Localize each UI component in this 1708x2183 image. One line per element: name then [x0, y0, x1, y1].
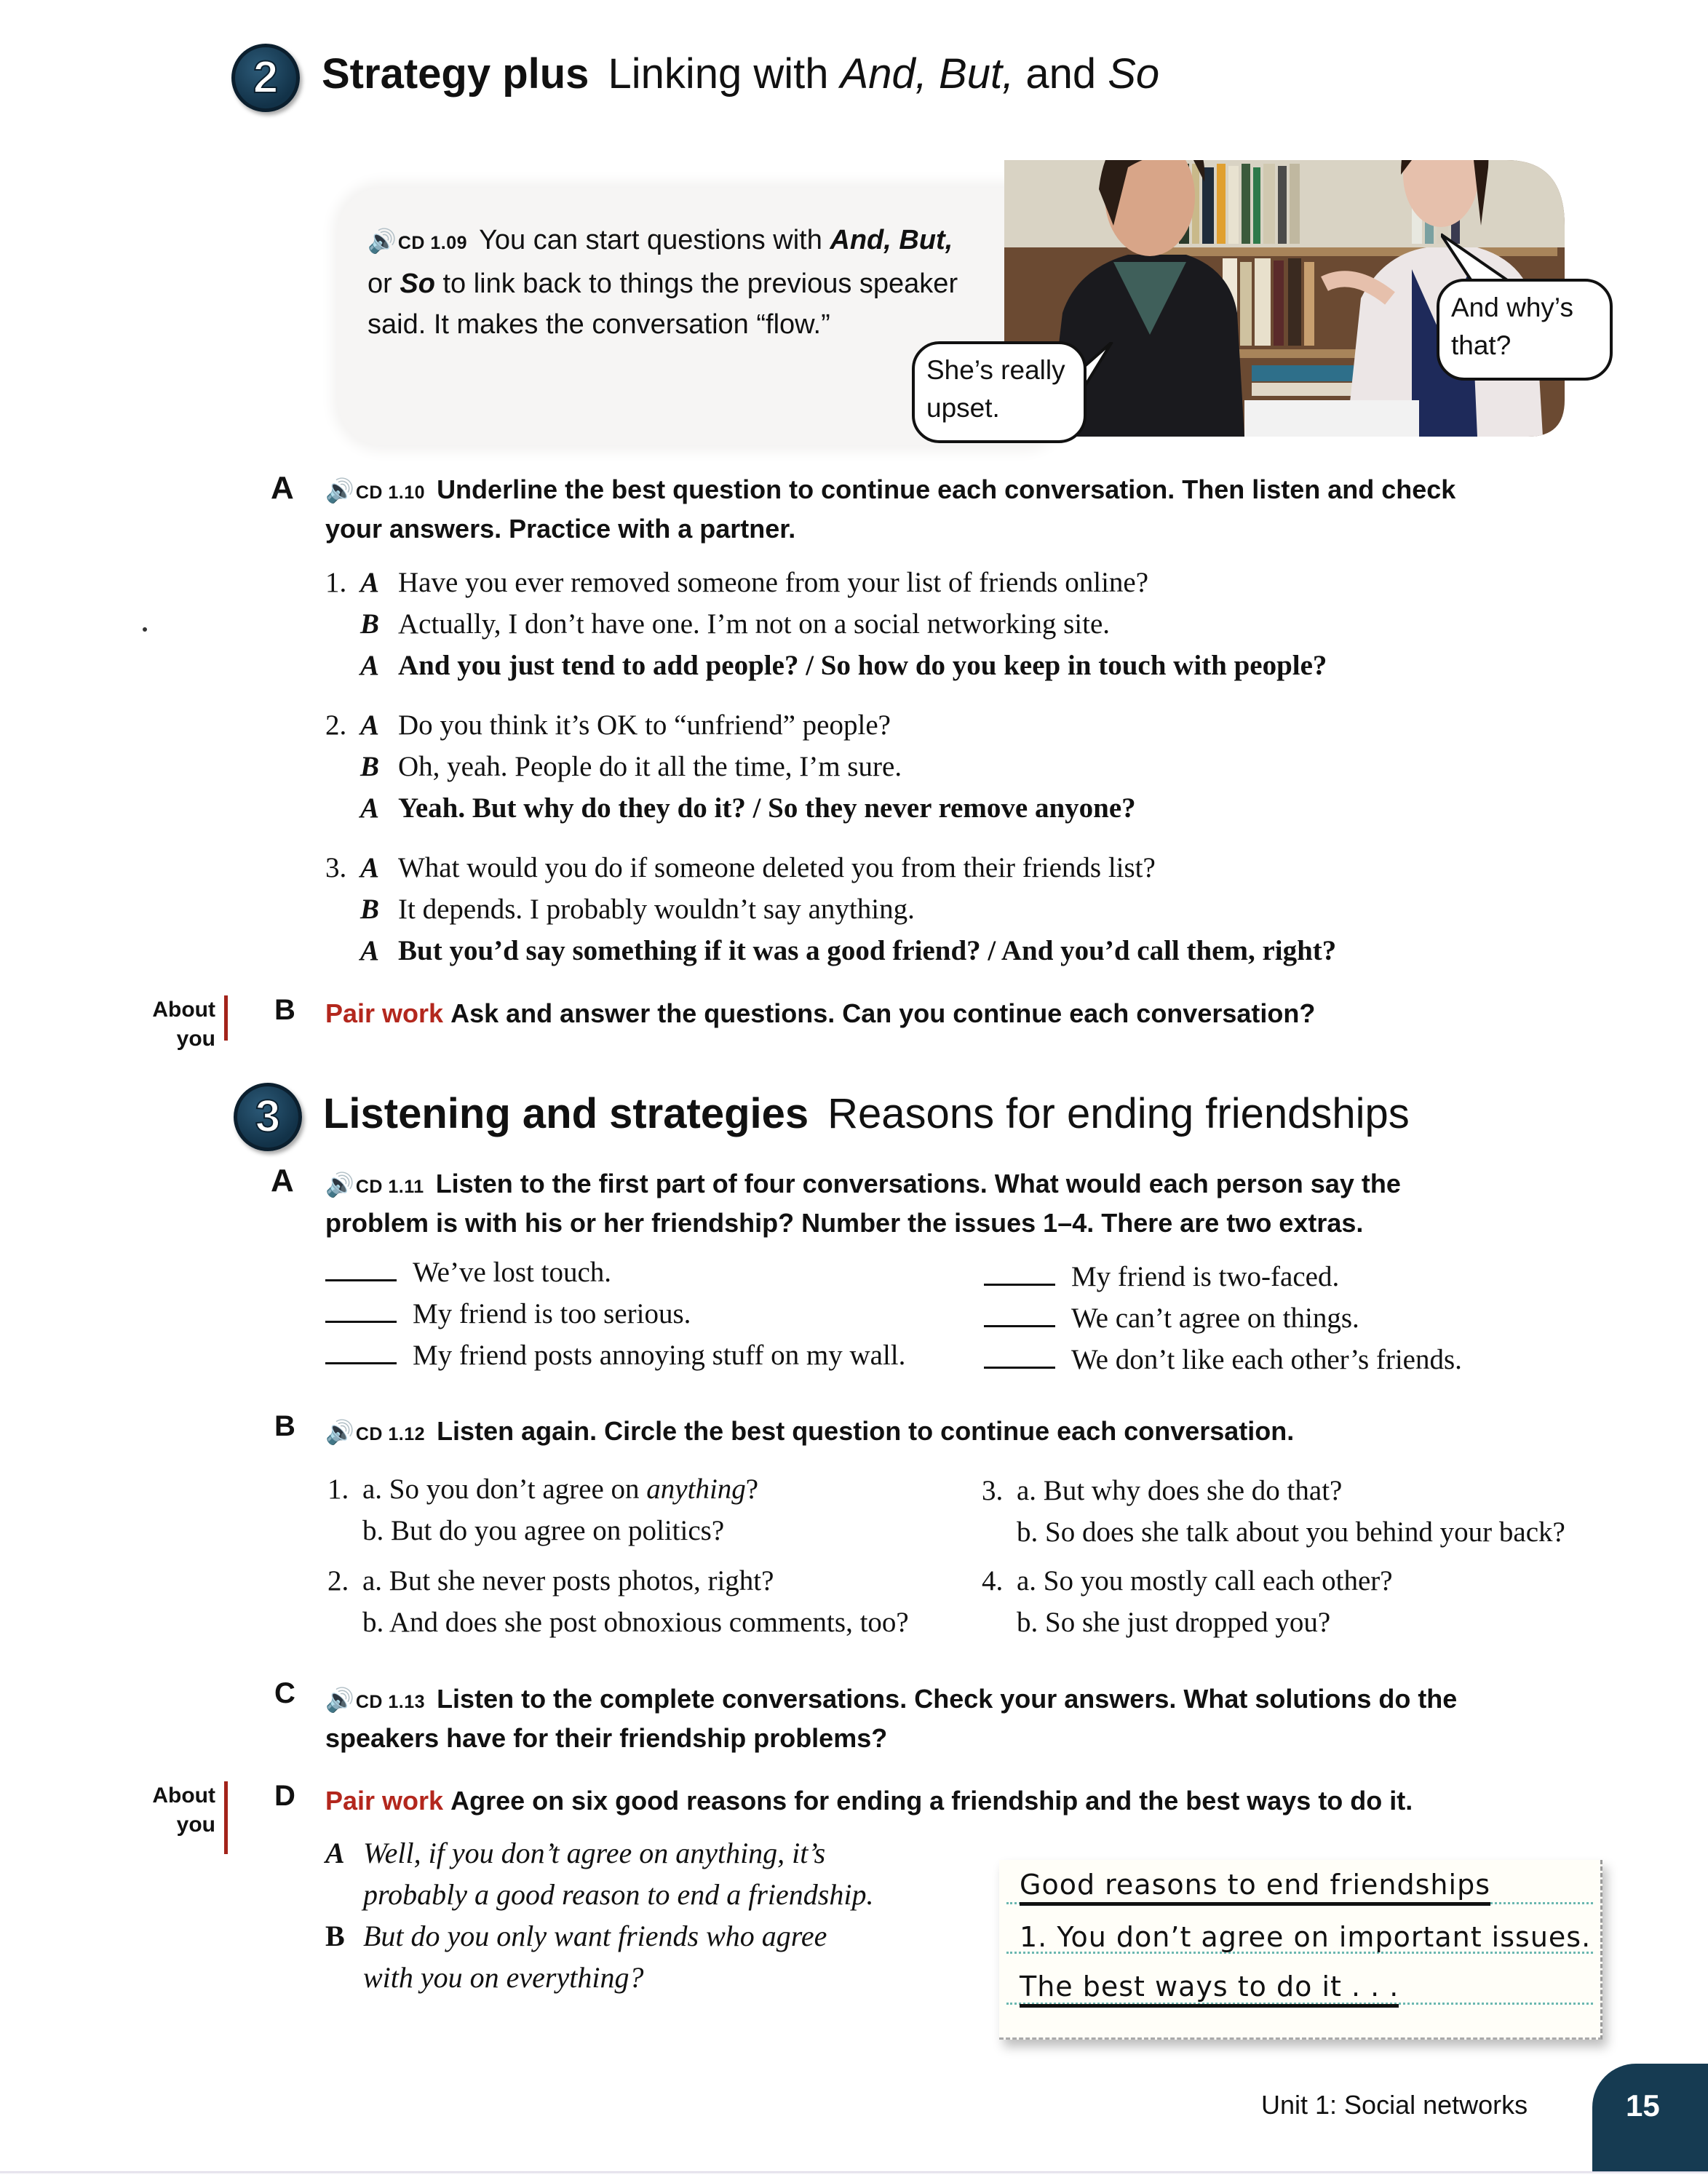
notepad-ways: The best ways to do it . . .: [1020, 1971, 1399, 2008]
speaker-label: A: [360, 852, 380, 883]
line-text: Actually, I don’t have one. I’m not on a social networking site.: [398, 608, 1111, 640]
page-number-tab: [1592, 2064, 1708, 2173]
cd-track: CD 1.10: [355, 482, 426, 503]
section-title: Listening and strategies: [323, 1090, 809, 1137]
speaker-icon[interactable]: 🔊: [325, 477, 354, 504]
line-text: It depends. I probably wouldn’t say anything.: [398, 894, 915, 925]
cd-track: CD 1.09: [397, 233, 468, 253]
item-number: 1.: [327, 1474, 349, 1505]
exercise-instruction: [325, 995, 1315, 1032]
subtitle-italic: So: [1108, 50, 1160, 98]
issue-item: [325, 1252, 905, 1293]
issues-right-column: [984, 1256, 1462, 1380]
item-number: 4.: [982, 1565, 1004, 1597]
question-item-4: [982, 1560, 1393, 1643]
conversation-line: [325, 704, 1136, 746]
conversation-line: [325, 603, 1327, 645]
speaker-label: A: [360, 567, 380, 598]
speaker-label: A: [360, 792, 380, 824]
answer-options[interactable]: But you’d say something if it was a good friend? / And you’d call them, right?: [398, 935, 1337, 966]
exercise-instruction: [325, 472, 1504, 547]
issue-item: [984, 1339, 1462, 1380]
speaker-label: A: [325, 1837, 345, 1869]
instruction-text: Listen to the first part of four conversations. What would each person say the: [435, 1169, 1401, 1198]
section-heading: [323, 1089, 1410, 1138]
item-number: 2.: [327, 1565, 349, 1597]
conversation-line: [325, 746, 1136, 787]
dialogue-text: Well, if you don’t agree on anything, it’s: [363, 1837, 826, 1869]
option-a-italic: anything: [646, 1474, 746, 1505]
exercise-letter: A: [271, 470, 294, 506]
option-a-end: ?: [745, 1474, 759, 1505]
keyword-so: So: [400, 269, 435, 299]
speaker-label: A: [360, 650, 380, 681]
strategy-body: to link back to things the previous speaker said. It makes the conversation “flow.”: [368, 269, 958, 340]
question-item-3: [982, 1470, 1565, 1553]
speaker-label: B: [360, 608, 380, 640]
about-you-label: [138, 1781, 215, 1840]
option-b[interactable]: b. And does she post obnoxious comments, too?: [362, 1607, 909, 1638]
instruction-text: Listen to the complete conversations. Check your answers. What solutions do the: [437, 1684, 1458, 1714]
item-number: 3.: [982, 1475, 1004, 1506]
answer-blank[interactable]: [984, 1367, 1055, 1369]
answer-blank[interactable]: [325, 1362, 397, 1364]
speaker-label: B: [325, 1920, 345, 1952]
notepad-heading: Good reasons to end friendships: [1020, 1869, 1490, 1906]
keyword-but: But,: [899, 225, 953, 255]
cd-track: CD 1.13: [355, 1692, 426, 1712]
speaker-label: B: [360, 751, 380, 782]
exercise-letter: D: [274, 1780, 295, 1812]
exercise-instruction: [325, 1166, 1401, 1241]
answer-options[interactable]: And you just tend to add people? / So how do you keep in touch with people?: [398, 650, 1327, 681]
issue-item: [325, 1293, 905, 1335]
margin-dot: [143, 627, 147, 632]
conversation-line: [325, 847, 1336, 888]
conversation-1: [325, 562, 1327, 686]
conversation-line: [325, 888, 1336, 930]
speaker-icon[interactable]: 🔊: [325, 1172, 354, 1198]
you-label: you: [176, 1813, 215, 1837]
dialogue-text: with you on everything?: [363, 1961, 644, 1994]
notepad-item: 1. You don’t agree on important issues.: [1020, 1921, 1592, 1953]
cd-track: CD 1.11: [355, 1177, 424, 1197]
instruction-text: Ask and answer the questions. Can you continue each conversation?: [450, 998, 1316, 1028]
issue-item: [984, 1256, 1462, 1297]
exercise-instruction: [325, 1681, 1457, 1757]
about-you-bar: [224, 995, 228, 1041]
conversation-line: [325, 787, 1136, 829]
section-subtitle: [608, 50, 1159, 98]
question-item-2: [327, 1560, 909, 1643]
instruction-text: problem is with his or her friendship? Number the issues 1–4. There are two extras.: [325, 1208, 1364, 1238]
issues-left-column: [325, 1252, 905, 1376]
about-you-bar: [224, 1781, 228, 1854]
speaker-label: A: [360, 935, 380, 966]
dialogue-text: probably a good reason to end a friendship.: [363, 1878, 874, 1911]
conversation-2: [325, 704, 1136, 829]
exercise-letter: B: [274, 1410, 295, 1442]
issue-text: My friend posts annoying stuff on my wall.: [413, 1340, 906, 1371]
answer-blank[interactable]: [325, 1321, 397, 1323]
notepad: [999, 1860, 1602, 2040]
conversation-line: [325, 645, 1327, 686]
conversation-number: 1.: [325, 567, 347, 598]
subtitle-italic: And, But,: [840, 50, 1014, 98]
strategy-body: You can start questions with: [479, 225, 830, 255]
section-title: Strategy plus: [322, 50, 589, 98]
option-a[interactable]: a. So you don’t agree on: [362, 1474, 647, 1505]
line-text: What would you do if someone deleted you from their friends list?: [398, 852, 1156, 883]
speaker-label: A: [360, 709, 380, 741]
pair-work-label: Pair work: [325, 998, 444, 1028]
option-b[interactable]: b. So does she talk about you behind your back?: [1017, 1516, 1565, 1548]
conversation-line: [325, 930, 1336, 971]
exercise-letter: C: [274, 1677, 295, 1709]
instruction-text: Underline the best question to continue each conversation. Then listen and check your answers. Practice with a partner.: [325, 474, 1456, 544]
speech-bubble-man: She’s really upset.: [912, 341, 1087, 443]
option-a[interactable]: a. But she never posts photos, right?: [362, 1565, 774, 1597]
exercise-instruction: [325, 1783, 1413, 1819]
issue-text: We’ve lost touch.: [413, 1257, 612, 1288]
subtitle-text: and: [1014, 50, 1108, 98]
dialogue-line: [325, 1915, 873, 1957]
instruction-text: Listen again. Circle the best question to continue each conversation.: [437, 1416, 1295, 1446]
answer-blank[interactable]: [325, 1279, 397, 1281]
subtitle-text: Linking with: [608, 50, 841, 98]
section-number-badge: 3: [234, 1083, 302, 1151]
speaker-icon[interactable]: 🔊: [368, 228, 397, 254]
about-you-label: [138, 995, 215, 1054]
answer-options[interactable]: Yeah. But why do they do it? / So they never remove anyone?: [398, 792, 1136, 824]
dialogue-line: [325, 1832, 873, 1874]
question-item-1: [327, 1468, 758, 1551]
example-dialogue: [325, 1832, 873, 1998]
conversation-number: 2.: [325, 709, 347, 741]
line-text: Have you ever removed someone from your list of friends online?: [398, 567, 1149, 598]
about-label: About: [152, 1784, 215, 1808]
speaker-icon[interactable]: 🔊: [325, 1687, 354, 1713]
page-bottom-edge: [0, 2171, 1708, 2174]
speaker-label: B: [360, 894, 380, 925]
speaker-icon[interactable]: 🔊: [325, 1419, 354, 1445]
issue-item: [984, 1297, 1462, 1339]
exercise-instruction: [325, 1413, 1294, 1452]
page-number: 15: [1626, 2088, 1660, 2123]
answer-blank[interactable]: [984, 1284, 1055, 1286]
issue-item: [325, 1335, 905, 1376]
keyword-and: And,: [830, 225, 891, 255]
conversation-3: [325, 847, 1336, 971]
about-label: About: [152, 998, 215, 1022]
dialogue-line: [325, 1957, 873, 1998]
option-b[interactable]: b. But do you agree on politics?: [362, 1515, 725, 1546]
section-heading: [322, 49, 1159, 98]
issue-text: My friend is too serious.: [413, 1298, 691, 1329]
section-number-badge: 2: [231, 44, 300, 112]
issue-text: My friend is two-faced.: [1071, 1261, 1340, 1292]
issue-text: We don’t like each other’s friends.: [1071, 1344, 1462, 1375]
instruction-text: Agree on six good reasons for ending a friendship and the best ways to do it.: [450, 1786, 1413, 1816]
line-text: Oh, yeah. People do it all the time, I’m sure.: [398, 751, 902, 782]
strategy-text: [368, 220, 964, 345]
dialogue-line: [325, 1874, 873, 1915]
speech-bubble-woman: And why’s that?: [1437, 279, 1613, 381]
you-label: you: [176, 1027, 215, 1051]
dialogue-text: But do you only want friends who agree: [363, 1920, 827, 1952]
issue-text: We can’t agree on things.: [1071, 1303, 1359, 1334]
conversation-line: [325, 562, 1327, 603]
section-subtitle: Reasons for ending friendships: [827, 1090, 1410, 1137]
option-a[interactable]: a. But why does she do that?: [1017, 1475, 1343, 1506]
line-text: Do you think it’s OK to “unfriend” people?: [398, 709, 891, 741]
instruction-text: speakers have for their friendship problems?: [325, 1723, 888, 1753]
unit-label: Unit 1: Social networks: [1261, 2090, 1528, 2120]
exercise-letter: B: [274, 994, 295, 1026]
pair-work-label: Pair work: [325, 1786, 444, 1816]
conversation-number: 3.: [325, 852, 347, 883]
magazine: [1244, 400, 1419, 437]
cd-track: CD 1.12: [355, 1424, 426, 1444]
strategy-body: or: [368, 269, 400, 299]
answer-blank[interactable]: [984, 1325, 1055, 1327]
option-b[interactable]: b. So she just dropped you?: [1017, 1607, 1331, 1638]
exercise-letter: A: [271, 1163, 294, 1198]
option-a[interactable]: a. So you mostly call each other?: [1017, 1565, 1393, 1597]
